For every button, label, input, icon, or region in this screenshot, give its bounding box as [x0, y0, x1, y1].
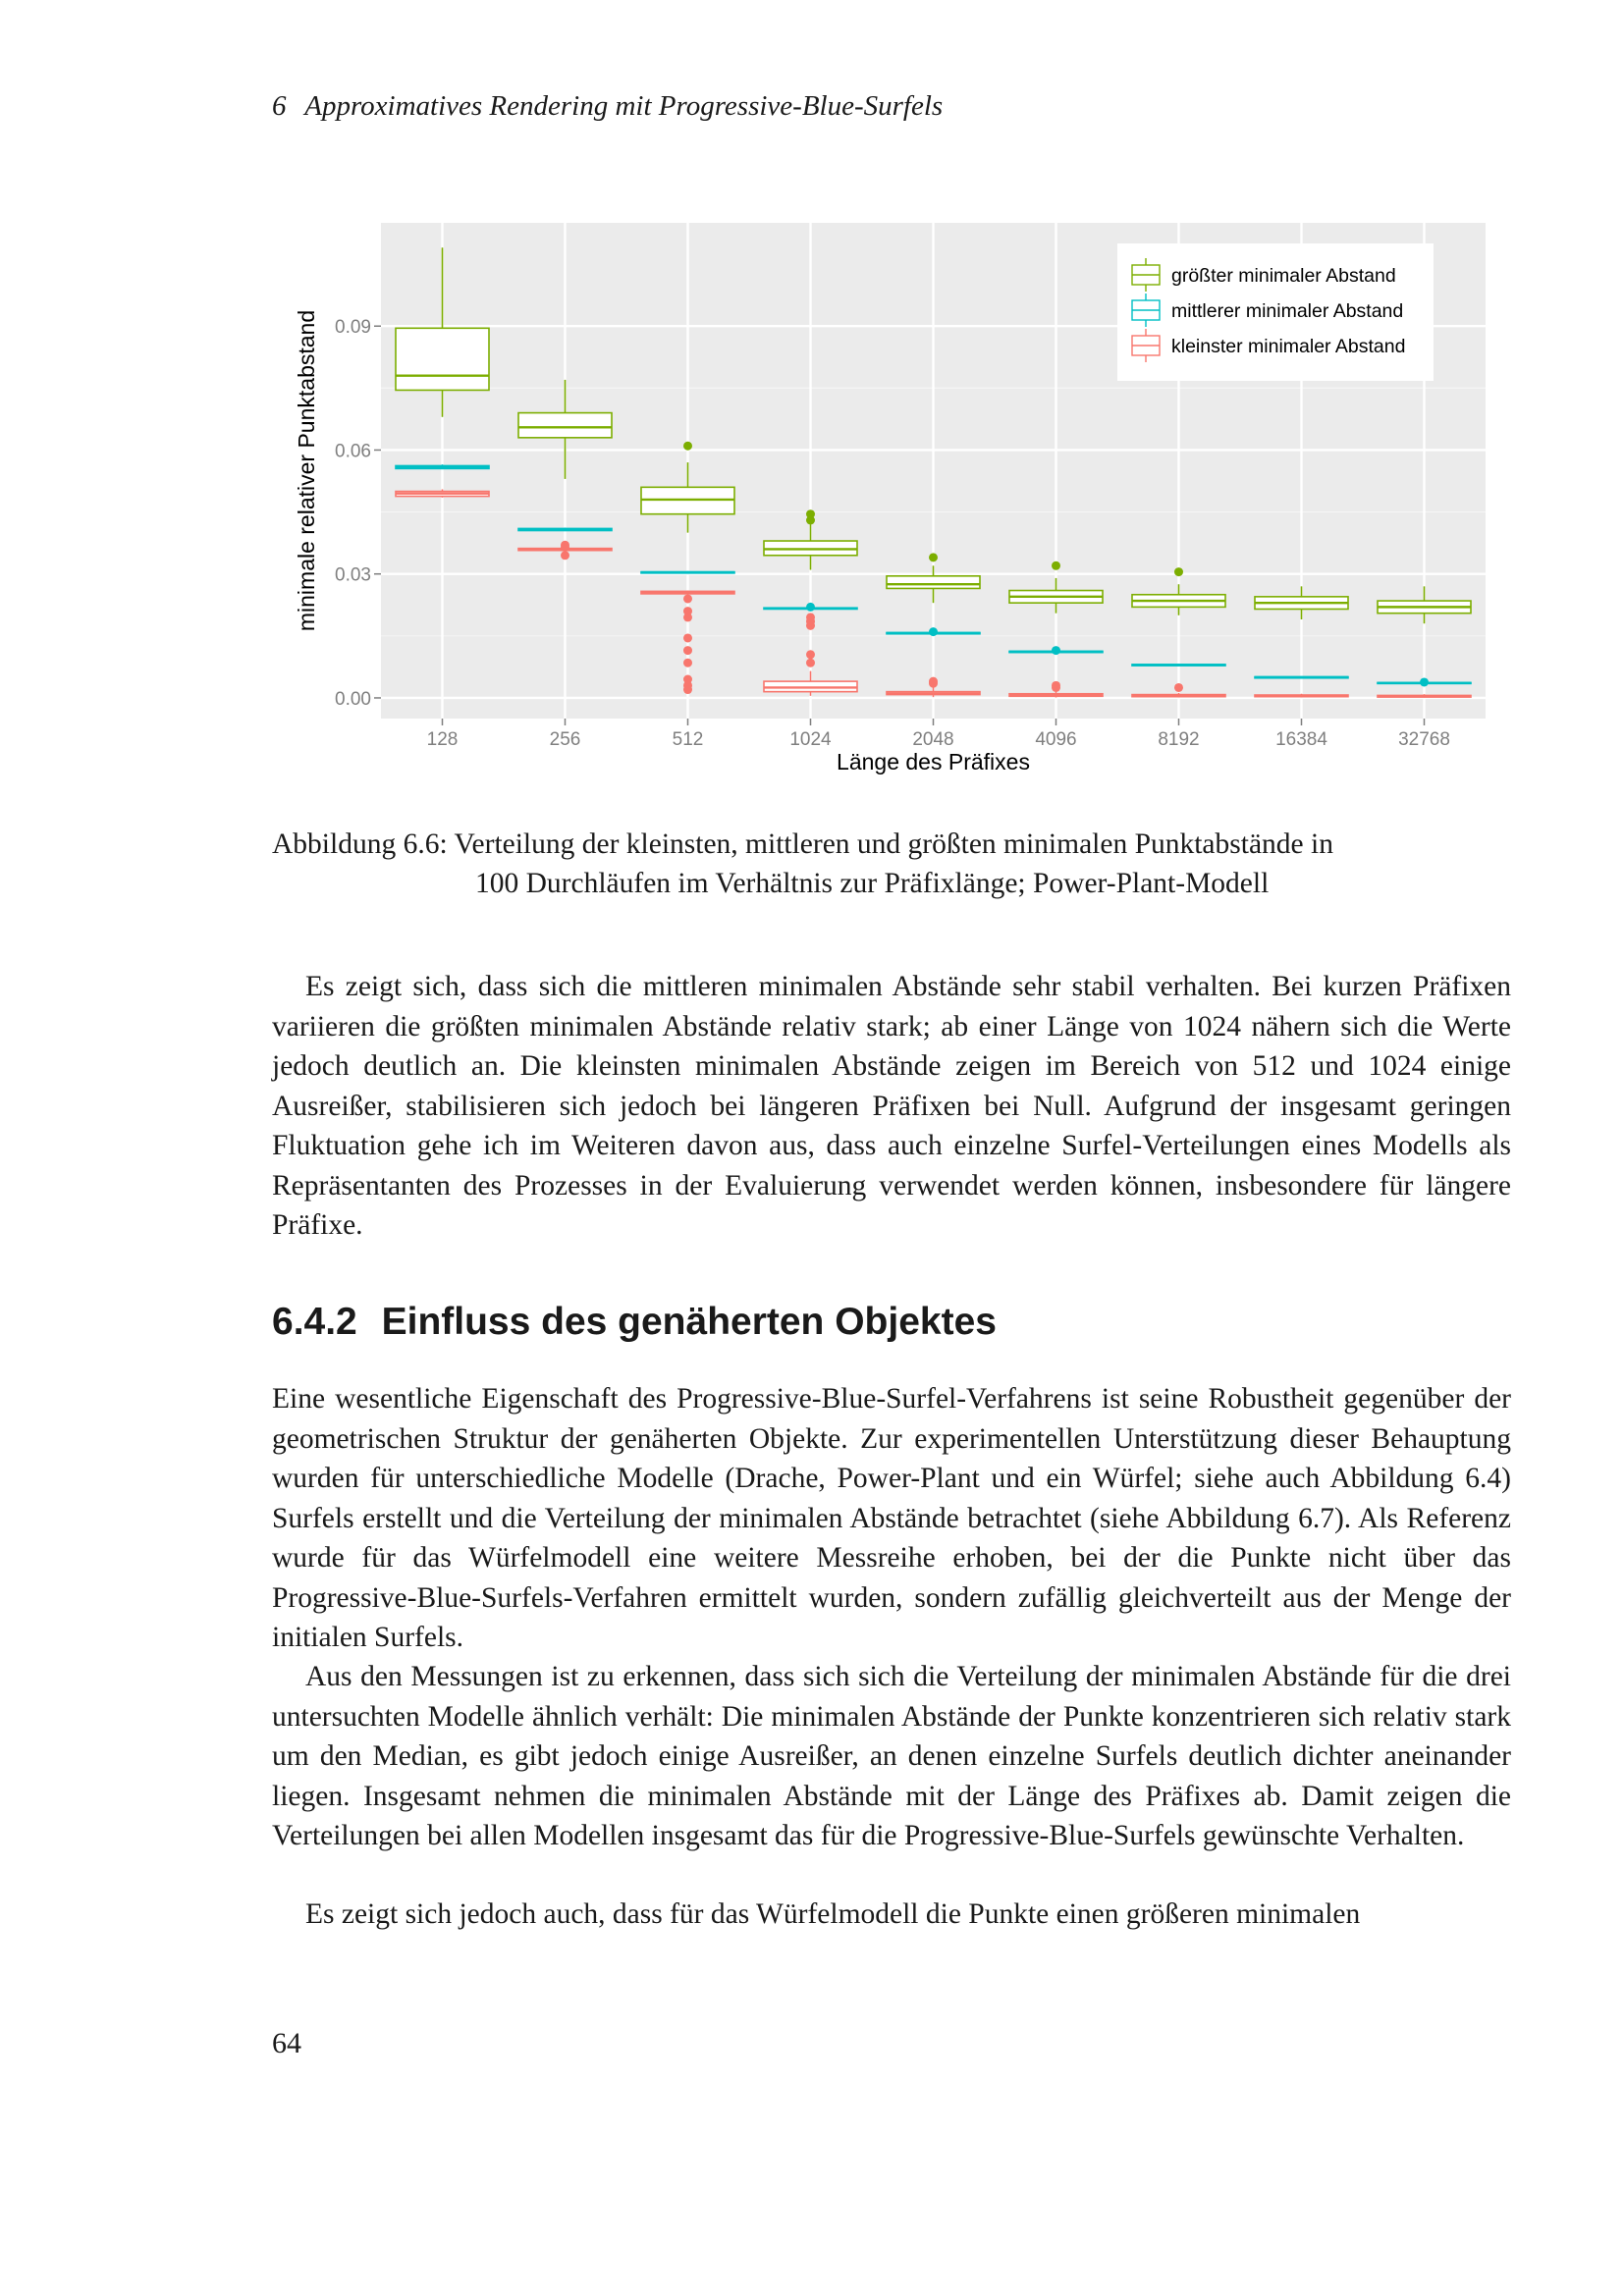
outlier-smallest [683, 659, 692, 667]
x-tick-label: 1024 [789, 729, 832, 750]
outlier-smallest [806, 659, 815, 667]
legend-label: mittlerer minimaler Abstand [1171, 300, 1404, 322]
box-largest [396, 328, 489, 390]
outlier-smallest [561, 541, 569, 550]
y-tick-label: 0.03 [335, 564, 371, 586]
x-tick-label: 512 [672, 729, 704, 750]
outlier-largest [1174, 567, 1183, 576]
x-tick-label: 128 [426, 729, 459, 750]
chapter-title: Approximatives Rendering mit Progressive-Blue-Surfels [304, 90, 944, 122]
outlier-smallest [561, 551, 569, 560]
x-tick-label: 8192 [1158, 729, 1200, 750]
outlier-largest [929, 553, 938, 561]
caption-line-1: Verteilung der kleinsten, mittleren und größten minimalen Punktabstände in [454, 828, 1333, 860]
outlier-smallest [683, 594, 692, 603]
x-axis-title: Länge des Präfixes [837, 749, 1030, 774]
outlier-smallest [1052, 683, 1060, 692]
x-tick-label: 4096 [1035, 729, 1077, 750]
box-largest [887, 576, 980, 589]
y-axis-title: minimale relativer Punktabstand [294, 309, 319, 632]
x-tick-label: 256 [549, 729, 581, 750]
running-head [272, 90, 943, 123]
boxplot-figure [275, 211, 1492, 795]
x-tick-label: 2048 [912, 729, 954, 750]
outlier-smallest [806, 650, 815, 659]
paragraph-1: Es zeigt sich, dass sich die mittleren minimalen Abstände sehr stabil verhalten. Bei kurzen Präfixen variieren die größten minimalen Abstände relativ stark; ab einer Länge von 1024 nähern sich die Werte jedoch deutlich an. Die kleinsten minimalen Abstände zeigen im Bereich von 512 und 1024 einige Ausreißer, stabilisieren sich jedoch bei längeren Präfixen bei Null. Aufgrund der insgesamt geringen Fluktuation gehe ich im Weiteren davon aus, dass auch einzelne Surfel-Verteilungen eines Modells als Repräsentanten des Prozesses in der Evaluierung verwendet werden können, insbesondere für längere Präfixe. [272, 971, 1511, 1241]
outlier-mean [1420, 677, 1429, 686]
section-title: Einfluss des genäherten Objektes [381, 1301, 997, 1343]
outlier-smallest [929, 679, 938, 688]
x-tick-label: 32768 [1398, 729, 1450, 750]
section-heading [272, 1301, 997, 1344]
caption-line-2: 100 Durchläufen im Verhältnis zur Präfixlänge; Power-Plant-Modell [475, 868, 1270, 899]
paragraph-2: Eine wesentliche Eigenschaft des Progressive-Blue-Surfel-Verfahrens ist seine Robustheit gegenüber der geometrischen Struktur der genäherten Objekte. Zur experimentellen Unterstützung dieser Behauptung wurden für unterschiedliche Modelle (Drache, Power-Plant und ein Würfel; siehe auch Abbildung 6.4) Surfels erstellt und die Verteilung der minimalen Abstände betrachtet (siehe Abbildung 6.7). Als Referenz wurde für das Würfelmodell eine weitere Messreihe erhoben, bei der die Punkte nicht über das Progressive-Blue-Surfels-Verfahren ermittelt wurden, sondern zufällig gleichverteilt aus der Menge der initialen Surfels. [272, 1383, 1511, 1653]
outlier-mean [806, 603, 815, 612]
y-tick-label: 0.09 [335, 317, 371, 339]
figure-caption [272, 825, 1511, 903]
outlier-mean [929, 627, 938, 636]
caption-label: Abbildung 6.6: [272, 828, 448, 860]
x-tick-label: 16384 [1275, 729, 1327, 750]
outlier-smallest [683, 646, 692, 655]
chapter-number: 6 [272, 90, 287, 122]
outlier-largest [806, 509, 815, 518]
box-largest [518, 413, 612, 438]
y-tick-label: 0.06 [335, 441, 371, 462]
outlier-smallest [806, 613, 815, 621]
outlier-mean [1052, 646, 1060, 655]
outlier-smallest [683, 613, 692, 621]
legend-label: kleinster minimaler Abstand [1171, 336, 1406, 357]
section-number: 6.4.2 [272, 1301, 357, 1343]
outlier-smallest [683, 633, 692, 642]
paragraph-4: Es zeigt sich jedoch auch, dass für das Würfelmodell die Punkte einen größeren minimalen [305, 1898, 1361, 1930]
boxplot-chart [275, 211, 1492, 795]
outlier-largest [1052, 561, 1060, 570]
outlier-smallest [1174, 683, 1183, 692]
legend-label: größter minimaler Abstand [1171, 265, 1396, 287]
outlier-largest [683, 442, 692, 451]
y-tick-label: 0.00 [335, 688, 371, 710]
page-number: 64 [272, 2027, 301, 2059]
paragraph-3: Aus den Messungen ist zu erkennen, dass sich sich die Verteilung der minimalen Abstände für die drei untersuchten Modelle ähnlich verhält: Die minimalen Abstände der Punkte konzentrieren sich relativ stark um den Median, es gibt jedoch einige Ausreißer, an denen einzelne Surfels deutlich dichter aneinander liegen. Insgesamt nehmen die minimalen Abstände mit der Länge des Präfixes ab. Damit zeigen die Verteilungen bei allen Modellen insgesamt das für die Progressive-Blue-Surfels gewünschte Verhalten. [272, 1661, 1511, 1851]
outlier-smallest [683, 685, 692, 694]
